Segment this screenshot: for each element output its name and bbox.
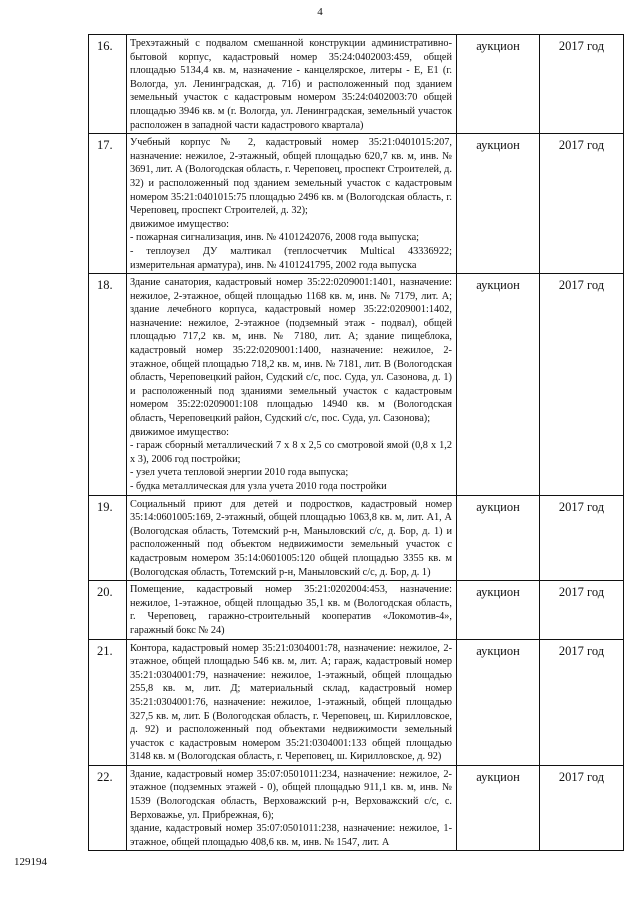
description-line: Здание санатория, кадастровый номер 35:22:0209001:1401, назначение: нежилое, 2-этажное, общей площадью 1168 кв. м, инв. № 7179, лит. А; здание лечебного корпуса, кадастровый номер 35:22:0209001:1402, назначение: нежилое, 2-этажное (подземный этаж - подвал), общей площадью 717,2 кв. м, инв. № 7180, лит. А; здание пищеблока, кадастровый номер 35:22:0209001:1400, назначение: нежилое, 2-этажное, общей площадью 718,2 кв. м, инв. № 7181, лит. В (Вологодская область, Череповецкий район, Судский с/с, пос. Суда, ул. Сазонова, д. 1) и расположенный под зданиями земельный участок с кадастровым номером 35:22:0209001:108 площадью 14940 кв. м (Вологодская область, Череповецкий район, Судский с/с, пос. Суда, ул. Сазонова); — [130, 277, 455, 425]
description-line: - гараж сборный металлический 7 х 8 х 2,5 со смотровой ямой (0,8 х 1,2 х 3), 2006 год постройки; — [130, 440, 455, 465]
privatization-year: 2017 год — [540, 581, 624, 639]
description-line: Трехэтажный с подвалом смешанной конструкции административно-бытовой корпус, кадастровый номер 35:24:0402003:459, общей площадью 5134,4 кв. м, назначение - канцелярское, литеры - Е, Е1 (г. Вологда, ул. Ленинградская, д. 71б) и расположенный под зданием земельный участок с кадастровым номером 35:24:0402003:70 общей площадью 3946 кв. м (г. Вологда, ул. Ленинградская, земельный участок расположен в западной части кадастрового квартала) — [130, 38, 455, 131]
description-line: - узел учета тепловой энергии 2010 года выпуска; — [130, 467, 349, 479]
page-number: 4 — [317, 6, 323, 18]
row-number: 20. — [89, 581, 127, 639]
description-line: - пожарная сигнализация, инв. № 4101242076, 2008 года выпуска; — [130, 232, 420, 244]
privatization-method: аукцион — [457, 274, 540, 496]
description-line: - теплоузел ДУ малтикал (теплосчетчик Multical 43336922; измерительная арматура), инв. № 4101241795, 2002 года выпуска — [130, 245, 455, 271]
table-row — [89, 639, 624, 765]
description-line: движимое имущество: — [130, 426, 229, 438]
privatization-table — [88, 34, 624, 851]
description-line: здание, кадастровый номер 35:07:0501011:238, назначение: нежилое, 1-этажное, общей площадью 408,6 кв. м, инв. № 1547, лит. А — [130, 823, 452, 848]
privatization-year: 2017 год — [540, 495, 624, 581]
privatization-method: аукцион — [457, 134, 540, 274]
description-line: Учебный корпус № 2, кадастровый номер 35:21:0401015:207, назначение: нежилое, 2-этажный, общей площадью 620,7 кв. м, инв. № 3691, лит. А (Вологодская область, г. Череповец, проспект Строителей, д. 32) и расположенный под зданием земельный участок с кадастровым номером 35:21:0401015:75 площадью 2496 кв. м (Вологодская область, г. Череповец, проспект Строителей, д. 32); — [130, 137, 455, 217]
privatization-method: аукцион — [457, 35, 540, 134]
table-row — [89, 765, 624, 851]
row-number: 18. — [89, 274, 127, 496]
table-body — [89, 35, 624, 851]
privatization-method: аукцион — [457, 765, 540, 851]
table-row — [89, 274, 624, 496]
object-description — [127, 134, 457, 274]
privatization-year: 2017 год — [540, 639, 624, 765]
privatization-year: 2017 год — [540, 274, 624, 496]
privatization-year: 2017 год — [540, 765, 624, 851]
object-description — [127, 765, 457, 851]
description-line: Контора, кадастровый номер 35:21:0304001:78, назначение: нежилое, 2-этажное, общей площадью 546 кв. м, лит. А; гараж, кадастровый номер 35:21:0304001:79, назначение: нежилое, 1-этажный, общей площадью 255,8 кв. м, лит. Д; материальный склад, кадастровый номер 35:21:0304001:76, назначение: нежилое, 1-этажный, общей площадью 327,5 кв. м, лит. Б (Вологодская область, г. Череповец, ш. Кирилловское, д. 92) и расположенный под объектами недвижимости земельный участок с кадастровым номером 35:21:0304001:133 общей площадью 3148 кв. м (Вологодская область, г. Череповец, ш. Кирилловское, д. 92) — [130, 642, 455, 763]
table-row — [89, 134, 624, 274]
row-number: 16. — [89, 35, 127, 134]
privatization-year: 2017 год — [540, 134, 624, 274]
description-line: Социальный приют для детей и подростков, кадастровый номер 35:14:0601005:169, 2-этажный, общей площадью 1063,8 кв. м, лит. А1, А (Вологодская область, Тотемский р-н, Маныловский с/с, д. Бор, д. 1) и расположенный под объектом недвижимости земельный участок с кадастровым номером 35:14:0601005:120 общей площадью 3355 кв. м (Вологодская область, Тотемский р-н, Маныловский с/с, д. Бор, д. 1) — [130, 498, 455, 578]
object-description — [127, 495, 457, 581]
object-description — [127, 35, 457, 134]
description-line: Помещение, кадастровый номер 35:21:0202004:453, назначение: нежилое, 1-этажное, общей площадью 35,1 кв. м (Вологодская область, г. Череповец, гаражно-строительный кооператив «Локомотив-4», гаражный бокс № 24) — [130, 584, 455, 636]
row-number: 22. — [89, 765, 127, 851]
object-description — [127, 639, 457, 765]
privatization-year: 2017 год — [540, 35, 624, 134]
row-number: 17. — [89, 134, 127, 274]
privatization-method: аукцион — [457, 581, 540, 639]
description-line: - будка металлическая для узла учета 2010 года постройки — [130, 481, 387, 492]
footer-code: 129194 — [14, 856, 47, 868]
description-line: Здание, кадастровый номер 35:07:0501011:234, назначение: нежилое, 2-этажное (подземных этажей - 0), общей площадью 911,1 кв. м, инв. № 1539 (Вологодская область, Верховажский р-н, Верховажский с/с, с. Верховажье, ул. Прибрежная, 6); — [130, 768, 455, 821]
row-number: 19. — [89, 495, 127, 581]
table-row — [89, 495, 624, 581]
object-description — [127, 581, 457, 639]
object-description — [127, 274, 457, 496]
row-number: 21. — [89, 639, 127, 765]
privatization-method: аукцион — [457, 495, 540, 581]
description-line: движимое имущество: — [130, 218, 229, 230]
table-row — [89, 581, 624, 639]
table-row — [89, 35, 624, 134]
privatization-method: аукцион — [457, 639, 540, 765]
